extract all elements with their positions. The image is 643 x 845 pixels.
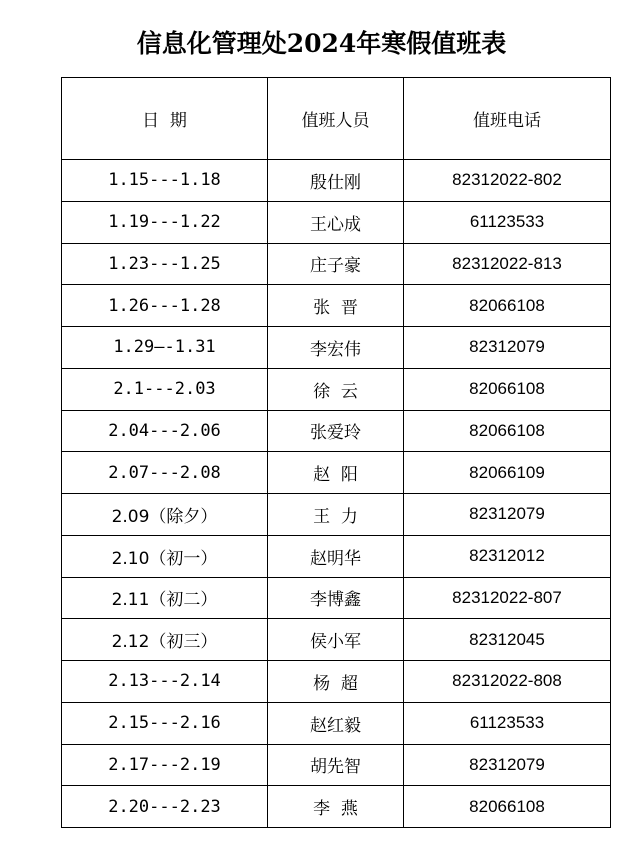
cell-person: 胡先智 bbox=[268, 744, 404, 786]
table-row bbox=[62, 702, 611, 744]
cell-person: 赵明华 bbox=[268, 535, 404, 577]
table-row bbox=[62, 327, 611, 369]
cell-phone: 82312012 bbox=[404, 535, 611, 577]
cell-person: 侯小军 bbox=[268, 619, 404, 661]
table-row bbox=[62, 285, 611, 327]
cell-phone: 82312022-813 bbox=[404, 243, 611, 285]
cell-phone: 82066108 bbox=[404, 285, 611, 327]
table-row bbox=[62, 661, 611, 703]
table-row bbox=[62, 786, 611, 828]
cell-person: 李博鑫 bbox=[268, 577, 404, 619]
cell-date: 2.1---2.03 bbox=[62, 368, 268, 410]
cell-date: 2.07---2.08 bbox=[62, 452, 268, 494]
cell-date: 1.19---1.22 bbox=[62, 201, 268, 243]
cell-phone: 82312022-802 bbox=[404, 160, 611, 202]
cell-date: 2.20---2.23 bbox=[62, 786, 268, 828]
cell-phone: 82066108 bbox=[404, 786, 611, 828]
cell-phone: 82312079 bbox=[404, 494, 611, 536]
header-date: 日 期 bbox=[62, 78, 268, 160]
cell-person: 赵 阳 bbox=[268, 452, 404, 494]
cell-phone: 61123533 bbox=[404, 702, 611, 744]
page-title: 信息化管理处2024年寒假值班表 bbox=[136, 29, 507, 58]
cell-date: 1.23---1.25 bbox=[62, 243, 268, 285]
cell-date: 2.09（除夕） bbox=[62, 494, 268, 536]
cell-date: 2.12（初三） bbox=[62, 619, 268, 661]
table-row bbox=[62, 452, 611, 494]
cell-phone: 82312079 bbox=[404, 744, 611, 786]
cell-date: 2.13---2.14 bbox=[62, 661, 268, 703]
table-row bbox=[62, 201, 611, 243]
header-person: 值班人员 bbox=[268, 78, 404, 160]
cell-phone: 82312045 bbox=[404, 619, 611, 661]
cell-phone: 82066108 bbox=[404, 410, 611, 452]
cell-person: 殷仕刚 bbox=[268, 160, 404, 202]
cell-date: 2.15---2.16 bbox=[62, 702, 268, 744]
table-row bbox=[62, 744, 611, 786]
cell-phone: 61123533 bbox=[404, 201, 611, 243]
cell-person: 赵红毅 bbox=[268, 702, 404, 744]
cell-date: 2.11（初二） bbox=[62, 577, 268, 619]
cell-person: 王 力 bbox=[268, 494, 404, 536]
cell-date: 1.15---1.18 bbox=[62, 160, 268, 202]
cell-person: 庄子豪 bbox=[268, 243, 404, 285]
cell-phone: 82312022-807 bbox=[404, 577, 611, 619]
table-row bbox=[62, 243, 611, 285]
table-header-row bbox=[62, 78, 611, 160]
header-phone: 值班电话 bbox=[404, 78, 611, 160]
cell-date: 2.04---2.06 bbox=[62, 410, 268, 452]
table-row bbox=[62, 410, 611, 452]
table-row bbox=[62, 619, 611, 661]
cell-date: 1.26---1.28 bbox=[62, 285, 268, 327]
cell-date: 1.29—-1.31 bbox=[62, 327, 268, 369]
cell-person: 李 燕 bbox=[268, 786, 404, 828]
cell-person: 王心成 bbox=[268, 201, 404, 243]
cell-date: 2.10（初一） bbox=[62, 535, 268, 577]
cell-person: 张 晋 bbox=[268, 285, 404, 327]
table-body bbox=[62, 160, 611, 828]
table-row bbox=[62, 160, 611, 202]
table-row bbox=[62, 577, 611, 619]
duty-roster-table bbox=[61, 77, 611, 828]
cell-phone: 82066109 bbox=[404, 452, 611, 494]
cell-phone: 82312079 bbox=[404, 327, 611, 369]
cell-phone: 82066108 bbox=[404, 368, 611, 410]
cell-person: 张爱玲 bbox=[268, 410, 404, 452]
table-row bbox=[62, 494, 611, 536]
cell-phone: 82312022-808 bbox=[404, 661, 611, 703]
cell-person: 徐 云 bbox=[268, 368, 404, 410]
table-row bbox=[62, 368, 611, 410]
cell-date: 2.17---2.19 bbox=[62, 744, 268, 786]
cell-person: 李宏伟 bbox=[268, 327, 404, 369]
cell-person: 杨 超 bbox=[268, 661, 404, 703]
table-row bbox=[62, 535, 611, 577]
